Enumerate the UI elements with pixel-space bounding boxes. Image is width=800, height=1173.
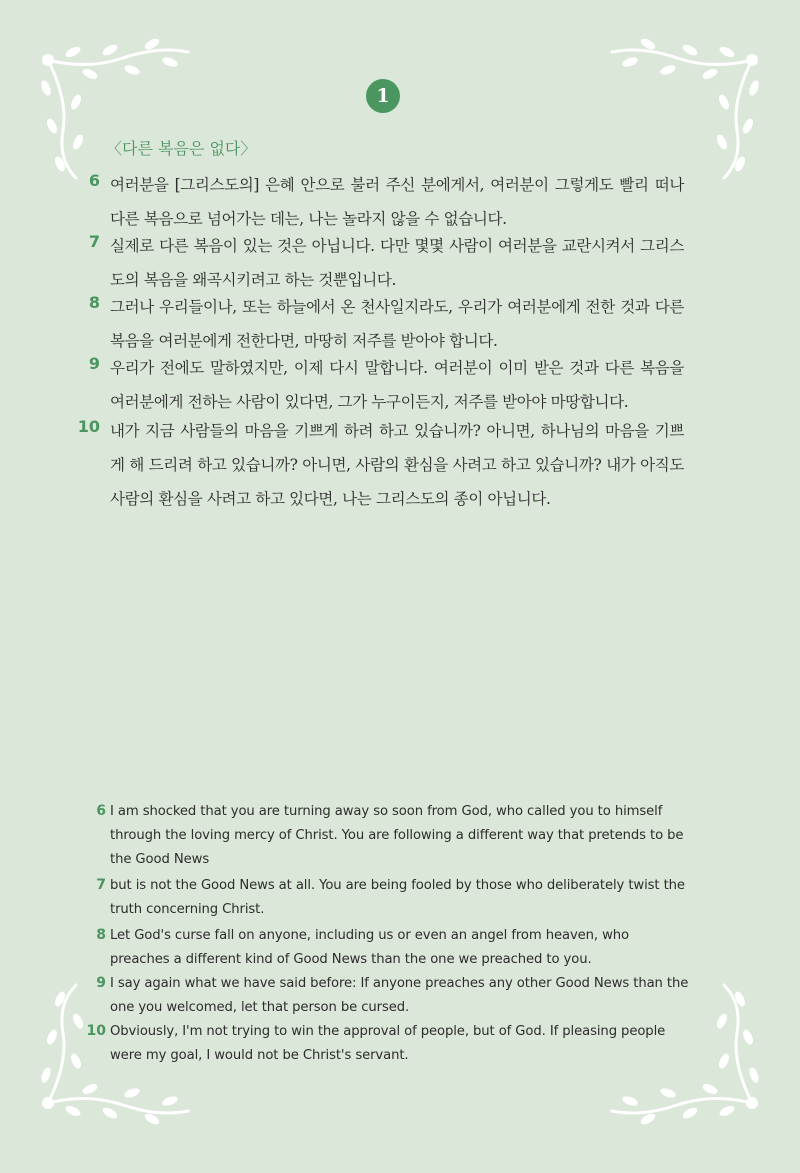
verse-number: 9 (88, 354, 100, 373)
verse-text: 내가 지금 사람들의 마음을 기쁘게 하려 하고 있습니까? 아니면, 하나님의 마음을 기쁘게 해 드리려 하고 있습니까? 아니면, 사람의 환심을 사려고 하고 있습니까? 내가 아직도 사람의 환심을 사려고 하고 있다면, 나는 그리스도의 종이 아닙니다. (110, 422, 684, 508)
section-heading: 〈다른 복음은 없다〉 (106, 139, 257, 158)
chapter-number-badge: 1 (366, 79, 400, 113)
verse-number: 8 (88, 293, 100, 312)
verse-text: 우리가 전에도 말하였지만, 이제 다시 말합니다. 여러분이 이미 받은 것과 다른 복음을 여러분에게 전하는 사람이 있다면, 그가 누구이든지, 저주를 받아야 마땅합니다. (110, 359, 684, 411)
verse-number: 6 (88, 171, 100, 190)
verse-text: Obviously, I'm not trying to win the approval of people, but of God. If pleasing people were my goal, I would not be Christ's servant. (110, 1024, 666, 1063)
verse-text: but is not the Good News at all. You are being fooled by those who deliberately twist the truth concerning Christ. (110, 878, 685, 917)
verse-number: 10 (86, 1023, 106, 1039)
verse-text: I say again what we have said before: If anyone preaches any other Good News than the one you welcomed, let that person be cursed. (110, 976, 689, 1015)
verse-number: 7 (96, 877, 106, 893)
verse-text: 그러나 우리들이나, 또는 하늘에서 온 천사일지라도, 우리가 여러분에게 전한 것과 다른 복음을 여러분에게 전한다면, 마땅히 저주를 받아야 합니다. (110, 298, 684, 350)
verse-text: 실제로 다른 복음이 있는 것은 아닙니다. 다만 몇몇 사람이 여러분을 교란시켜서 그리스도의 복음을 왜곡시키려고 하는 것뿐입니다. (110, 237, 684, 289)
verse-text: Let God's curse fall on anyone, including us or even an angel from heaven, who preaches a different kind of Good News than the one we preached to you. (110, 928, 630, 967)
verse-number: 7 (88, 232, 100, 251)
verse-text: I am shocked that you are turning away so soon from God, who called you to himself through the loving mercy of Christ. You are following a different way that pretends to be the Good News (110, 804, 684, 867)
verse-text: 여러분을 [그리스도의] 은혜 안으로 불러 주신 분에게서, 여러분이 그렇게도 빨리 떠나 다른 복음으로 넘어가는 데는, 나는 놀라지 않을 수 없습니다. (110, 176, 684, 228)
verse-number: 8 (96, 927, 106, 943)
verse-number: 6 (96, 803, 106, 819)
verse-number: 9 (96, 975, 106, 991)
verse-number: 10 (77, 417, 100, 436)
corner-vine-ornament-top-right (602, 30, 772, 180)
